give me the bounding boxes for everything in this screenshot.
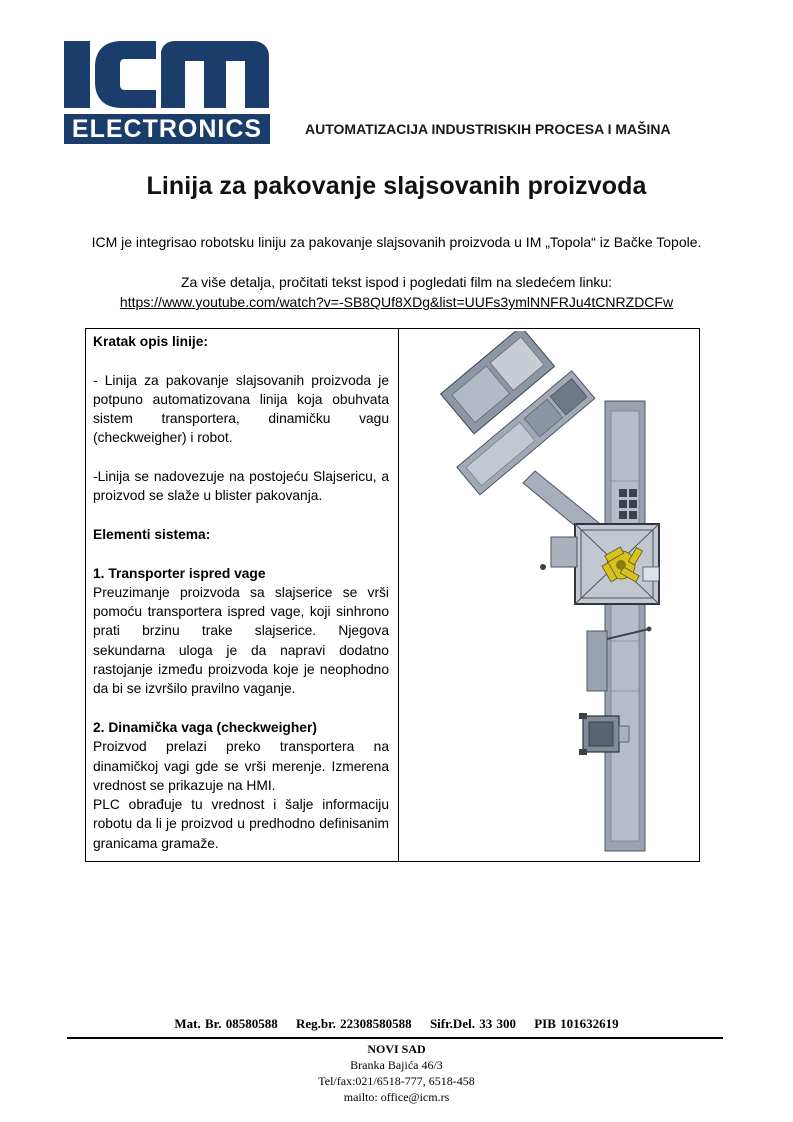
elements-heading: Elementi sistema: [93,526,211,542]
section-2-text-1: Proizvod prelazi preko transportera na dinamičkoj vagi gde se vrši merenje. Izmerena vrednost se prikazuje na HMI. [93,739,389,793]
page-title: Linija za pakovanje slajsovanih proizvoda [146,172,647,200]
logo-electronics-text: ELECTRONICS [71,115,263,143]
footer-registration [0,1016,793,1032]
section-2-text-2: PLC obrađuje tu vrednost i šalje informaciju robotu da li je proizvod u predhodno definisanim granicama gramaže. [93,797,389,851]
company-logo [64,40,270,144]
intro-text: ICM je integrisao robotsku liniju za pakovanje slajsovanih proizvoda u IM „Topola“ iz Bačke Topole. [91,234,702,250]
footer-sifr-del: Sifr.Del. 33 300 [429,1016,516,1031]
footer-pib: PIB 101632619 [534,1016,619,1031]
youtube-link[interactable]: https://www.youtube.com/watch?v=-SB8QUf8XDg&list=UUFs3ymlNNFRJu4tCNRZDCFw [119,294,674,310]
section-1-heading: 1. Transporter ispred vage [93,565,266,581]
section-1-text: Preuzimanje proizvoda sa slajserice se vrši pomoću transportera ispred vage, koji sinhrono prati brzinu trake slajserice. Njegova sekundarna uloga je da napravi dodatno rastojanje između proizvoda koje je neophodno da bi se izvršilo pravilno vaganje. [93,584,389,697]
header-tagline: AUTOMATIZACIJA INDUSTRISKIH PROCESA I MAŠINA [305,121,671,137]
footer-address [0,1041,793,1105]
details-block [0,272,793,312]
footer-phone: Tel/fax:021/6518-777, 6518-458 [318,1074,475,1088]
description-cell [86,329,399,862]
diagram-cell [399,329,700,862]
footer-email[interactable]: mailto: office@icm.rs [343,1090,450,1104]
paragraph-1: - Linija za pakovanje slajsovanih proizvoda je potpuno automatizovana linija koja obuhvata sistem transportera, dinamičku vagu (checkweigher) i robot. [93,372,389,446]
details-text: Za više detalja, pročitati tekst ispod i pogledati film na sledećem linku: [180,274,613,290]
paragraph-2: -Linija se nadovezuje na postojeću Slajsericu, a proizvod se slaže u blister pakovanja. [93,469,389,504]
packaging-line-diagram [435,331,703,861]
footer-divider [67,1037,723,1039]
info-table [85,328,700,862]
footer-city: NOVI SAD [367,1042,426,1056]
footer-mat-br: Mat. Br. 08580588 [174,1016,278,1031]
short-description-heading: Kratak opis linije: [93,334,209,349]
section-2-heading: 2. Dinamička vaga (checkweigher) [93,719,317,735]
footer-street: Branka Bajića 46/3 [350,1058,443,1072]
footer-reg-br: Reg.br. 22308580588 [295,1016,412,1031]
